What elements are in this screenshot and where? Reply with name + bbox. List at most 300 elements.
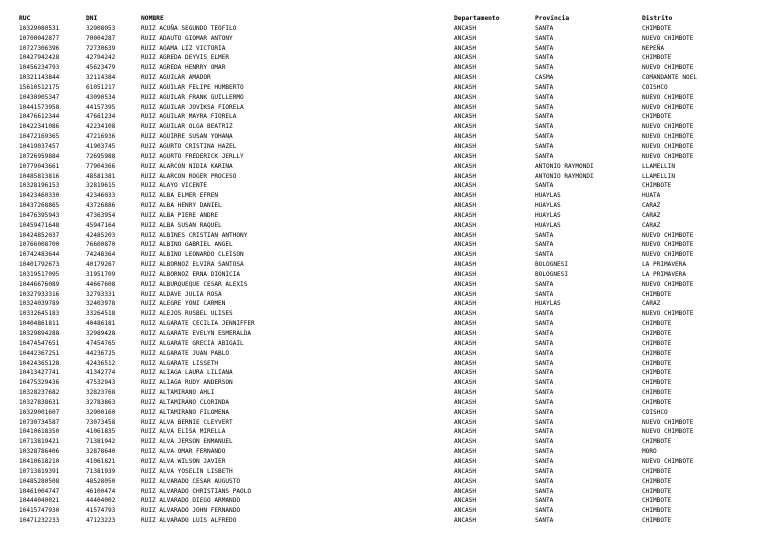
- table-row: [19, 299, 742, 309]
- cell-distrito: CHIMBOTE: [642, 330, 672, 337]
- cell-ruc: 10471232233: [19, 517, 60, 525]
- cell-departamento: ANCASH: [454, 83, 477, 91]
- table-row: [19, 329, 742, 339]
- cell-distrito: CARAZ: [642, 300, 661, 308]
- cell-departamento: ANCASH: [454, 74, 477, 82]
- cell-departamento: ANCASH: [454, 438, 477, 446]
- cell-provincia: SANTA: [535, 320, 554, 328]
- cell-nombre: RUIZ ALBURQUEQUE CESAR ALEXIS: [141, 280, 248, 288]
- cell-distrito: NUEVO CHIMBOTE: [642, 34, 694, 42]
- cell-provincia: SANTA: [535, 231, 554, 239]
- cell-departamento: ANCASH: [454, 113, 477, 121]
- cell-departamento: ANCASH: [454, 172, 477, 180]
- cell-departamento: ANCASH: [454, 330, 477, 337]
- cell-nombre: RUIZ ALTAMIRANO CLORINDA: [141, 398, 230, 406]
- cell-distrito: MORO: [642, 448, 657, 456]
- cell-dni: 31951709: [86, 270, 116, 278]
- cell-ruc: 10461004747: [19, 487, 60, 495]
- cell-ruc: 10437268865: [19, 202, 60, 210]
- table-row: [19, 496, 742, 506]
- cell-nombre: RUIZ AGURTO CRISTINA HAZEL: [141, 142, 237, 150]
- table-row: [19, 270, 742, 280]
- cell-distrito: CHIMBOTE: [642, 507, 672, 515]
- cell-nombre: RUIZ ALBORNOZ ERNA DIONICIA: [141, 270, 241, 278]
- cell-ruc: 10476395943: [19, 211, 60, 219]
- table-row: [19, 487, 742, 497]
- cell-provincia: SANTA: [535, 54, 554, 62]
- cell-dni: 32114384: [86, 74, 116, 82]
- cell-nombre: RUIZ ALAYO VICENTE: [141, 182, 208, 190]
- cell-provincia: HUAYLAS: [535, 300, 561, 308]
- table-row: [19, 349, 742, 359]
- cell-departamento: ANCASH: [454, 507, 477, 515]
- cell-ruc: 10459471648: [19, 221, 60, 229]
- cell-departamento: ANCASH: [454, 359, 477, 367]
- cell-ruc: 10410618210: [19, 457, 60, 465]
- cell-ruc: 10328786406: [19, 448, 60, 456]
- header-departamento: Departamento: [454, 15, 500, 22]
- cell-nombre: RUIZ ALGARATE GRECIA ABIGAIL: [141, 339, 244, 347]
- table-row: [19, 290, 742, 300]
- table-row: [19, 516, 742, 526]
- header-nombre: NOMBRE: [141, 15, 164, 22]
- header-provincia: Provincia: [535, 15, 570, 22]
- table-row: [19, 457, 742, 467]
- cell-departamento: ANCASH: [454, 418, 477, 426]
- cell-ruc: 10327838631: [19, 398, 60, 406]
- cell-dni: 47123223: [86, 517, 116, 525]
- table-row: [19, 162, 742, 172]
- cell-dni: 32908053: [86, 24, 116, 32]
- cell-provincia: SANTA: [535, 477, 554, 485]
- cell-dni: 32900160: [86, 408, 116, 416]
- table-row: [19, 260, 742, 270]
- cell-nombre: RUIZ AGURTO FREDERICK JERLLY: [141, 152, 244, 160]
- cell-distrito: NUEVO CHIMBOTE: [642, 251, 694, 259]
- cell-nombre: RUIZ AGUILAR FRANK GUILLERMO: [141, 93, 244, 101]
- table-row: [19, 418, 742, 428]
- cell-nombre: RUIZ AGUILAR JOVIKSA FIORELA: [141, 103, 244, 111]
- cell-ruc: 10444040021: [19, 497, 60, 505]
- cell-departamento: ANCASH: [454, 241, 477, 249]
- cell-provincia: SANTA: [535, 487, 554, 495]
- cell-ruc: 10779043661: [19, 162, 60, 170]
- cell-departamento: ANCASH: [454, 103, 477, 111]
- cell-distrito: LA PRIMAVERA: [642, 261, 687, 269]
- cell-dni: 41342774: [86, 369, 116, 377]
- cell-provincia: SANTA: [535, 142, 554, 150]
- cell-nombre: RUIZ ALARCON ROGER PROCESO: [141, 172, 237, 180]
- cell-departamento: ANCASH: [454, 182, 477, 190]
- table-row: [19, 24, 742, 34]
- cell-ruc: 10485813816: [19, 172, 60, 180]
- cell-departamento: ANCASH: [454, 261, 477, 269]
- cell-ruc: 10422341086: [19, 123, 60, 131]
- table-row: [19, 319, 742, 329]
- cell-ruc: 10328237682: [19, 389, 60, 397]
- cell-dni: 42436512: [86, 359, 116, 367]
- cell-departamento: ANCASH: [454, 24, 477, 32]
- cell-departamento: ANCASH: [454, 320, 477, 328]
- cell-nombre: RUIZ ALBORNOZ ELVIRA SANTOSA: [141, 261, 244, 269]
- cell-nombre: RUIZ ALGARATE EVELYN ESMERALDA: [141, 330, 252, 337]
- cell-nombre: RUIZ ALEJOS RUSBEL ULISES: [141, 310, 233, 318]
- cell-nombre: RUIZ ALGARATE JUAN PABLO: [141, 349, 230, 357]
- cell-distrito: CHIMBOTE: [642, 54, 672, 62]
- cell-distrito: CHIMBOTE: [642, 349, 672, 357]
- cell-provincia: BOLOGNESI: [535, 270, 569, 278]
- table-row: [19, 152, 742, 162]
- cell-distrito: CHIMBOTE: [642, 438, 672, 446]
- cell-provincia: SANTA: [535, 467, 554, 475]
- cell-provincia: SANTA: [535, 310, 554, 318]
- cell-provincia: HUAYLAS: [535, 192, 561, 200]
- table-row: [19, 34, 742, 44]
- cell-departamento: ANCASH: [454, 280, 477, 288]
- cell-distrito: CHIMBOTE: [642, 487, 672, 495]
- table-row: [19, 181, 742, 191]
- cell-dni: 42346033: [86, 192, 116, 200]
- cell-dni: 32823768: [86, 389, 116, 397]
- cell-dni: 74248364: [86, 251, 116, 259]
- cell-distrito: CHIMBOTE: [642, 477, 672, 485]
- cell-distrito: COISHCO: [642, 83, 668, 91]
- cell-provincia: SANTA: [535, 152, 554, 160]
- cell-nombre: RUIZ ALVA JERSON ENMANUEL: [141, 438, 233, 446]
- cell-ruc: 10713819421: [19, 438, 60, 446]
- table-row: [19, 447, 742, 457]
- cell-departamento: ANCASH: [454, 300, 477, 308]
- table-row: [19, 477, 742, 487]
- cell-provincia: SANTA: [535, 251, 554, 259]
- cell-ruc: 10475329436: [19, 379, 60, 387]
- cell-ruc: 10415747930: [19, 507, 60, 515]
- cell-nombre: RUIZ ALVA ELISA MIRELLA: [141, 428, 226, 436]
- cell-departamento: ANCASH: [454, 270, 477, 278]
- cell-departamento: ANCASH: [454, 211, 477, 219]
- cell-dni: 32783863: [86, 398, 116, 406]
- cell-provincia: SANTA: [535, 182, 554, 190]
- cell-provincia: HUAYLAS: [535, 211, 561, 219]
- cell-distrito: LLAMELLIN: [642, 172, 676, 180]
- cell-provincia: SANTA: [535, 389, 554, 397]
- cell-distrito: CHIMBOTE: [642, 389, 672, 397]
- table-row: [19, 53, 742, 63]
- cell-distrito: CHIMBOTE: [642, 369, 672, 377]
- cell-provincia: CASMA: [535, 74, 554, 82]
- cell-ruc: 10472169365: [19, 133, 60, 141]
- cell-provincia: HUAYLAS: [535, 221, 561, 229]
- cell-departamento: ANCASH: [454, 202, 477, 210]
- cell-ruc: 10427942428: [19, 54, 60, 62]
- cell-nombre: RUIZ ALDAVE JULIA ROSA: [141, 290, 222, 298]
- table-row: [19, 122, 742, 132]
- table-row: [19, 388, 742, 398]
- cell-departamento: ANCASH: [454, 221, 477, 229]
- table-row: [19, 112, 742, 122]
- cell-nombre: RUIZ ALIAGA LAURA LILIANA: [141, 369, 233, 377]
- cell-nombre: RUIZ AGREDA HENRRY OMAR: [141, 64, 226, 72]
- cell-distrito: NUEVO CHIMBOTE: [642, 152, 694, 160]
- cell-departamento: ANCASH: [454, 54, 477, 62]
- cell-provincia: SANTA: [535, 93, 554, 101]
- cell-dni: 40179267: [86, 261, 116, 269]
- cell-nombre: RUIZ ALVA YOSELIN LISBETH: [141, 467, 233, 475]
- cell-dni: 32793331: [86, 290, 116, 298]
- cell-provincia: SANTA: [535, 241, 554, 249]
- cell-nombre: RUIZ ALGARATE LISSETH: [141, 359, 219, 367]
- cell-distrito: NUEVO CHIMBOTE: [642, 93, 694, 101]
- cell-distrito: CHIMBOTE: [642, 359, 672, 367]
- cell-dni: 45947164: [86, 221, 116, 229]
- cell-provincia: SANTA: [535, 339, 554, 347]
- cell-departamento: ANCASH: [454, 34, 477, 42]
- cell-departamento: ANCASH: [454, 398, 477, 406]
- cell-provincia: SANTA: [535, 457, 554, 465]
- cell-dni: 44236725: [86, 349, 116, 357]
- cell-ruc: 10328196153: [19, 182, 60, 190]
- cell-provincia: SANTA: [535, 418, 554, 426]
- cell-provincia: SANTA: [535, 113, 554, 121]
- cell-departamento: ANCASH: [454, 379, 477, 387]
- cell-departamento: ANCASH: [454, 310, 477, 318]
- cell-distrito: LA PRIMAVERA: [642, 270, 687, 278]
- cell-ruc: 10329894288: [19, 330, 60, 337]
- table-row: [19, 231, 742, 241]
- cell-provincia: SANTA: [535, 290, 554, 298]
- cell-ruc: 10766008700: [19, 241, 60, 249]
- cell-dni: 76600870: [86, 241, 116, 249]
- cell-distrito: CHIMBOTE: [642, 517, 672, 525]
- cell-ruc: 10700042877: [19, 34, 60, 42]
- cell-nombre: RUIZ ALVARADO DIEGO ARMANDO: [141, 497, 241, 505]
- cell-provincia: SANTA: [535, 379, 554, 387]
- cell-ruc: 10324039789: [19, 300, 60, 308]
- table-body: [19, 24, 742, 526]
- table-row: [19, 398, 742, 408]
- cell-nombre: RUIZ AGREDA DEYVIS ELMER: [141, 54, 230, 62]
- cell-distrito: CARAZ: [642, 211, 661, 219]
- cell-provincia: SANTA: [535, 280, 554, 288]
- cell-ruc: 10410618350: [19, 428, 60, 436]
- cell-distrito: NUEVO CHIMBOTE: [642, 310, 694, 318]
- cell-nombre: RUIZ ALBINES CRISTIAN ANTHONY: [141, 231, 248, 239]
- cell-distrito: NUEVO CHIMBOTE: [642, 64, 694, 72]
- cell-nombre: RUIZ AGUILAR MAYRA FIORELA: [141, 113, 237, 121]
- cell-dni: 41903745: [86, 142, 116, 150]
- cell-dni: 61051217: [86, 83, 116, 91]
- cell-ruc: 10456234793: [19, 64, 60, 72]
- cell-provincia: SANTA: [535, 83, 554, 91]
- table-row: [19, 437, 742, 447]
- cell-distrito: CHIMBOTE: [642, 497, 672, 505]
- cell-dni: 44404002: [86, 497, 116, 505]
- cell-distrito: NUEVO CHIMBOTE: [642, 418, 694, 426]
- cell-distrito: NUEVO CHIMBOTE: [642, 428, 694, 436]
- cell-distrito: CHIMBOTE: [642, 379, 672, 387]
- cell-departamento: ANCASH: [454, 369, 477, 377]
- cell-nombre: RUIZ AGAMA LIZ VICTORIA: [141, 44, 226, 52]
- cell-ruc: 10446676089: [19, 280, 60, 288]
- cell-ruc: 10327933316: [19, 290, 60, 298]
- cell-distrito: CHIMBOTE: [642, 398, 672, 406]
- cell-nombre: RUIZ ALVA WILSON JAVIER: [141, 457, 226, 465]
- cell-ruc: 10424852037: [19, 231, 60, 239]
- cell-departamento: ANCASH: [454, 133, 477, 141]
- cell-distrito: CHIMBOTE: [642, 182, 672, 190]
- cell-ruc: 10423460330: [19, 192, 60, 200]
- cell-nombre: RUIZ ALTAMIRANO AHLI: [141, 389, 215, 397]
- cell-nombre: RUIZ ALBINO GABRIEL ANGEL: [141, 241, 233, 249]
- cell-nombre: RUIZ ALVARADO CHRISTIANS PAOLO: [141, 487, 252, 495]
- cell-provincia: SANTA: [535, 369, 554, 377]
- cell-nombre: RUIZ AGUIRRE SUSAN YOHANA: [141, 133, 233, 141]
- cell-ruc: 10476612344: [19, 113, 60, 121]
- cell-nombre: RUIZ ADAUTO GIOMAR ANTONY: [141, 34, 233, 42]
- cell-nombre: RUIZ ALVARADO CESAR AUGUSTO: [141, 477, 241, 485]
- cell-departamento: ANCASH: [454, 44, 477, 52]
- cell-departamento: ANCASH: [454, 231, 477, 239]
- cell-dni: 71381942: [86, 438, 116, 446]
- cell-dni: 45623479: [86, 64, 116, 72]
- cell-dni: 41061821: [86, 457, 116, 465]
- cell-dni: 44667608: [86, 280, 116, 288]
- table-row: [19, 201, 742, 211]
- cell-provincia: HUAYLAS: [535, 202, 561, 210]
- table-row: [19, 359, 742, 369]
- cell-ruc: 10419037457: [19, 142, 60, 150]
- cell-dni: 72695988: [86, 152, 116, 160]
- cell-provincia: SANTA: [535, 408, 554, 416]
- table-row: [19, 378, 742, 388]
- cell-provincia: ANTONIO RAYMONDI: [535, 172, 594, 180]
- cell-distrito: CHIMBOTE: [642, 467, 672, 475]
- taxpayer-table: [19, 14, 742, 526]
- header-dni: DNI: [86, 15, 98, 22]
- cell-departamento: ANCASH: [454, 93, 477, 101]
- cell-nombre: RUIZ ACUÑA SEGUNDO TEOFILO: [141, 24, 237, 32]
- cell-nombre: RUIZ ALVARADO JOHN FERNANDO: [141, 507, 241, 515]
- cell-distrito: NUEVO CHIMBOTE: [642, 133, 694, 141]
- table-row: [19, 309, 742, 319]
- cell-nombre: RUIZ ALEGRE YONI CARMEN: [141, 300, 226, 308]
- cell-nombre: RUIZ ALGARATE CECILIA JENNIFFER: [141, 320, 255, 328]
- cell-distrito: NUEVO CHIMBOTE: [642, 457, 694, 465]
- table-row: [19, 211, 742, 221]
- cell-provincia: SANTA: [535, 44, 554, 52]
- cell-nombre: RUIZ ALVA BERNIE CLEYVERT: [141, 418, 233, 426]
- table-row: [19, 221, 742, 231]
- cell-provincia: SANTA: [535, 428, 554, 436]
- cell-nombre: RUIZ ALBA SUSAN RAQUEL: [141, 221, 222, 229]
- cell-ruc: 10424365128: [19, 359, 60, 367]
- cell-ruc: 10329001607: [19, 408, 60, 416]
- cell-dni: 47363954: [86, 211, 116, 219]
- cell-distrito: NUEVO CHIMBOTE: [642, 231, 694, 239]
- table-row: [19, 467, 742, 477]
- cell-ruc: 10404861811: [19, 320, 60, 328]
- table-row: [19, 93, 742, 103]
- cell-distrito: NUEVO CHIMBOTE: [642, 241, 694, 249]
- cell-departamento: ANCASH: [454, 290, 477, 298]
- cell-dni: 48528050: [86, 477, 116, 485]
- cell-departamento: ANCASH: [454, 428, 477, 436]
- cell-dni: 42794242: [86, 54, 116, 62]
- header-row: [19, 14, 742, 24]
- cell-dni: 46100474: [86, 487, 116, 495]
- cell-ruc: 10442367251: [19, 349, 60, 357]
- table-row: [19, 427, 742, 437]
- cell-distrito: CHIMBOTE: [642, 320, 672, 328]
- table-row: [19, 44, 742, 54]
- cell-ruc: 10730734587: [19, 418, 60, 426]
- cell-dni: 32403978: [86, 300, 116, 308]
- cell-nombre: RUIZ ALIAGA RUDY ANDERSON: [141, 379, 233, 387]
- cell-ruc: 10430905347: [19, 93, 60, 101]
- cell-provincia: BOLOGNESI: [535, 261, 569, 269]
- cell-ruc: 10474547651: [19, 339, 60, 347]
- table-row: [19, 191, 742, 201]
- cell-departamento: ANCASH: [454, 408, 477, 416]
- table-row: [19, 73, 742, 83]
- cell-distrito: COMANDANTE NOEL: [642, 74, 698, 82]
- cell-dni: 32819615: [86, 182, 116, 190]
- table-row: [19, 172, 742, 182]
- table-row: [19, 339, 742, 349]
- cell-departamento: ANCASH: [454, 339, 477, 347]
- cell-dni: 71381939: [86, 467, 116, 475]
- cell-distrito: HUATA: [642, 192, 661, 200]
- cell-dni: 47216936: [86, 133, 116, 141]
- cell-dni: 47454765: [86, 339, 116, 347]
- table-row: [19, 103, 742, 113]
- cell-dni: 33264518: [86, 310, 116, 318]
- cell-provincia: SANTA: [535, 359, 554, 367]
- cell-provincia: SANTA: [535, 330, 554, 337]
- cell-nombre: RUIZ ALVARADO LUIS ALFREDO: [141, 517, 237, 525]
- cell-dni: 43090534: [86, 93, 116, 101]
- cell-ruc: 10727306396: [19, 44, 60, 52]
- cell-provincia: SANTA: [535, 349, 554, 357]
- cell-provincia: SANTA: [535, 24, 554, 32]
- cell-ruc: 15610512175: [19, 83, 60, 91]
- cell-dni: 72730639: [86, 44, 116, 52]
- cell-dni: 40486181: [86, 320, 116, 328]
- cell-dni: 42234108: [86, 123, 116, 131]
- cell-distrito: NUEVO CHIMBOTE: [642, 280, 694, 288]
- cell-departamento: ANCASH: [454, 497, 477, 505]
- cell-nombre: RUIZ AGUILAR AMADOR: [141, 74, 211, 82]
- cell-distrito: CARAZ: [642, 202, 661, 210]
- cell-distrito: CHIMBOTE: [642, 24, 672, 32]
- cell-ruc: 10726959884: [19, 152, 60, 160]
- cell-dni: 41061835: [86, 428, 116, 436]
- cell-dni: 32878640: [86, 448, 116, 456]
- cell-nombre: RUIZ ALARCON NIDIA KARINA: [141, 162, 233, 170]
- cell-distrito: LLAMELLIN: [642, 162, 676, 170]
- cell-dni: 47661234: [86, 113, 116, 121]
- cell-departamento: ANCASH: [454, 192, 477, 200]
- cell-provincia: SANTA: [535, 398, 554, 406]
- cell-distrito: CHIMBOTE: [642, 113, 672, 121]
- cell-dni: 44157395: [86, 103, 116, 111]
- cell-provincia: SANTA: [535, 133, 554, 141]
- cell-departamento: ANCASH: [454, 487, 477, 495]
- cell-provincia: SANTA: [535, 497, 554, 505]
- cell-distrito: NEPEÑA: [642, 44, 665, 52]
- cell-departamento: ANCASH: [454, 517, 477, 525]
- table-row: [19, 132, 742, 142]
